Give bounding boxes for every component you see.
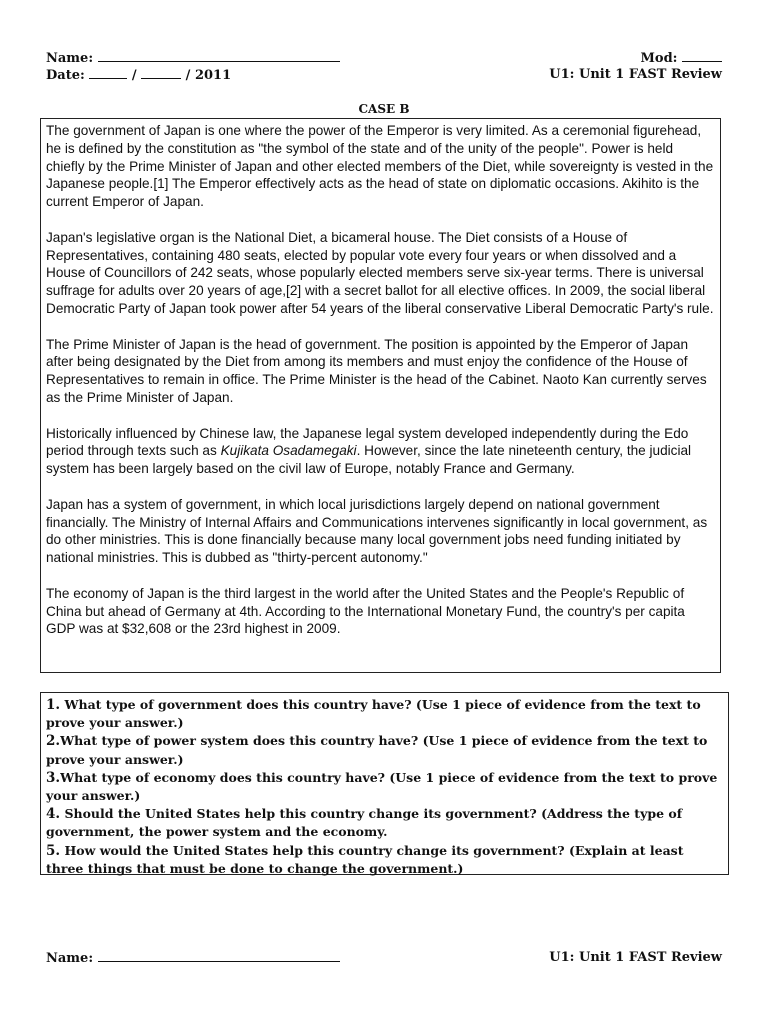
paragraph: The government of Japan is one where the power of the Emperor is very limited. As a ceremonial figurehead, he is defined by the constitution as "the symbol of the state and of the unity of the people". Power is held chiefly by the Prime Minister of Japan and other elected members of the Diet, while sovereignty is vested in the Japanese people.[1] The Emperor effectively acts as the head of state on diplomatic occasions. Akihito is the current Emperor of Japan. <box>46 123 714 210</box>
unit-title: U1: Unit 1 FAST Review <box>549 67 722 82</box>
question-item <box>46 842 722 878</box>
date-field[interactable] <box>46 67 231 83</box>
question-text: What type of government does this country have? (Use 1 piece of evidence from the text to prove your answer.) <box>46 697 701 731</box>
question-number: 5. <box>46 842 61 859</box>
question-item <box>46 805 722 841</box>
date-day-blank[interactable] <box>141 67 181 79</box>
question-item <box>46 696 722 732</box>
italic-title: Kujikata Osadamegaki <box>220 443 357 459</box>
question-text: How would the United States help this country change its government? (Explain at least three things that must be done to change the government.) <box>46 842 684 876</box>
paragraph: The economy of Japan is the third largest in the world after the United States and the People's Republic of China but ahead of Germany at 4th. According to the International Monetary Fund, the country's per capita GDP was at $32,608 or the 23rd highest in 2009. <box>46 585 685 637</box>
question-item <box>46 732 722 768</box>
paragraph <box>46 425 715 478</box>
name-blank[interactable] <box>98 50 340 62</box>
question-number: 2. <box>46 733 61 750</box>
paragraph: The Prime Minister of Japan is the head of government. The position is appointed by the Emperor of Japan after being designated by the Diet from among its members and must enjoy the confidence of the House of Representatives to remain in office. The Prime Minister is the head of the Cabinet. Naoto Kan currently serves as the Prime Minister of Japan. <box>46 336 707 405</box>
footer-name-label: Name: <box>46 951 94 966</box>
question-text: What type of economy does this country have? (Use 1 piece of evidence from the text to prove your answer.) <box>46 769 718 804</box>
date-label: Date: <box>46 68 85 83</box>
paragraph-text: Historically influenced by Chinese law, the Japanese legal system developed independently during the Edo period through texts such as <box>46 425 689 459</box>
date-year: 2011 <box>194 68 232 83</box>
mod-label: Mod: <box>640 51 678 66</box>
question-item <box>46 769 722 805</box>
date-month-blank[interactable] <box>89 67 127 79</box>
name-label: Name: <box>46 51 94 66</box>
question-text: What type of power system does this country have? (Use 1 piece of evidence from the text to prove your answer.) <box>46 733 708 767</box>
questions-box <box>40 692 729 875</box>
date-separator: / <box>131 68 137 83</box>
question-number: 3. <box>46 769 61 786</box>
mod-field[interactable] <box>641 50 722 66</box>
footer-unit-title: U1: Unit 1 FAST Review <box>549 950 722 965</box>
name-field[interactable] <box>46 50 340 66</box>
footer-name-field[interactable] <box>46 950 340 966</box>
question-text: Should the United States help this country change its government? (Address the type of government, the power system and the economy. <box>46 806 683 840</box>
question-number: 4. <box>46 806 61 823</box>
question-number: 1. <box>46 697 61 713</box>
paragraph-text: . However, since the late nineteenth century, the judicial system has been largely based on the civil law of Europe, notably France and Germany. <box>46 443 692 477</box>
date-separator: / <box>185 68 191 83</box>
case-title: CASE B <box>358 102 410 116</box>
reading-passage <box>40 118 721 673</box>
paragraph: Japan has a system of government, in which local jurisdictions largely depend on national government financially. The Ministry of Internal Affairs and Communications intervenes significantly in local government, as do other ministries. This is done financially because many local government jobs need funding initiated by national ministries. This is dubbed as "thirty-percent autonomy." <box>46 496 708 566</box>
footer-name-blank[interactable] <box>98 950 340 962</box>
mod-blank[interactable] <box>682 50 722 62</box>
paragraph: Japan's legislative organ is the National Diet, a bicameral house. The Diet consists of a House of Representatives, containing 480 seats, elected by popular vote every four years or when dissolved and a House of Councillors of 242 seats, whose popularly elected members serve six-year terms. There is universal suffrage for adults over 20 years of age,[2] with a secret ballot for all elective offices. In 2009, the social liberal Democratic Party of Japan took power after 54 years of the liberal conservative Liberal Democratic Party's rule. <box>46 229 714 316</box>
